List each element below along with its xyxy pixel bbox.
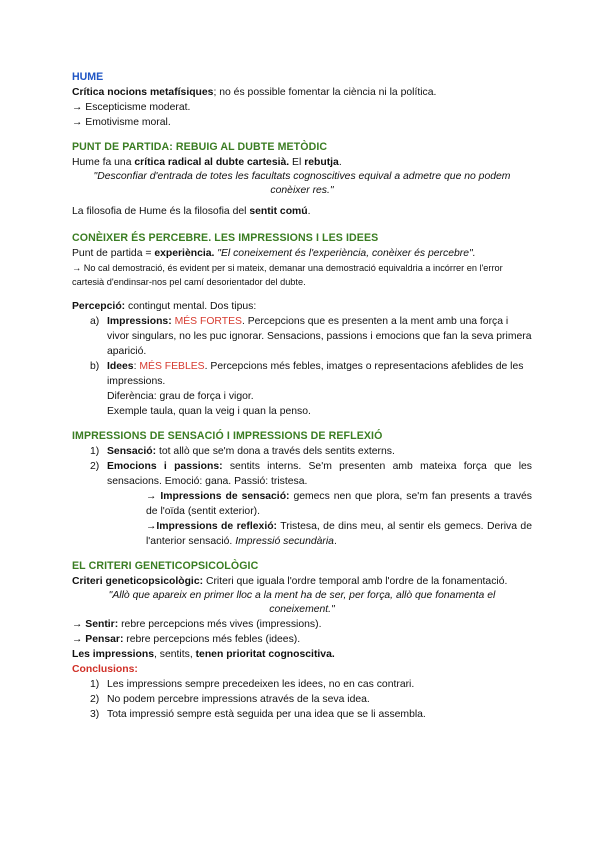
- hume-line: Crítica nocions metafísiques; no és possible fomentar la ciència ni la política.: [72, 87, 437, 98]
- hume-arrow-1: → Escepticisme moderat.: [72, 102, 191, 113]
- coneixer-line-2: → No cal demostració, és evident per si mateix, demanar una demostració equivaldria a incórrer en l'error cartesià d'endinsar-nos pel camí desorientador del dubte.: [72, 263, 503, 287]
- criteri-quote: "Allò que apareix en primer lloc a la ment ha de ser, per força, allò que fonamenta el coneixement.": [108, 590, 496, 615]
- conclusions-heading: Conclusions:: [72, 664, 138, 675]
- punt-line-2: La filosofia de Hume és la filosofia del sentit comú.: [72, 206, 311, 217]
- pensar-line: → Pensar: rebre percepcions més febles (idees).: [72, 634, 301, 645]
- sentir-line: → Sentir: rebre percepcions més vives (impressions).: [72, 619, 322, 630]
- list-item-sensacio: 1) Sensació: tot allò que se'm dona a través dels sentits externs.: [90, 446, 395, 457]
- list-item-impressions: a) Impressions: MÉS FORTES. Percepcions que es presenten a la ment amb una força i vivor singulars, no les puc ignorar. Sensacions, passions i emocions que fan la seva primera aparició.: [90, 316, 532, 357]
- section-title-sensacio: IMPRESSIONS DE SENSACIÓ I IMPRESSIONS DE REFLEXIÓ: [72, 430, 383, 442]
- percepcio-line: Percepció: contingut mental. Dos tipus:: [72, 301, 257, 312]
- punt-line-1: Hume fa una crítica radical al dubte cartesià. El rebutja.: [72, 157, 342, 168]
- section-title-coneixer: CONÈIXER ÉS PERCEBRE. LES IMPRESSIONS I LES IDEES: [72, 232, 379, 244]
- conclusion-item-2: 2) No podem percebre impressions através de la seva idea.: [90, 694, 370, 705]
- prioritat-line: Les impressions, sentits, tenen prioritat cognoscitiva.: [72, 649, 335, 660]
- punt-quote: "Desconfiar d'entrada de totes les facultats cognoscitives equival a admetre que no podem conèixer res.": [93, 171, 511, 196]
- list-item-idees: b) Idees: MÉS FEBLES. Percepcions més febles, imatges o representacions afeblides de les impressions. Diferència: grau de força i vigor. Exemple taula, quan la veig i quan la penso.: [72, 359, 532, 419]
- idees-diferencia: Diferència: grau de força i vigor.: [107, 391, 254, 402]
- section-title-punt: PUNT DE PARTIDA: REBUIG AL DUBTE METÒDIC: [72, 141, 328, 153]
- document-page: [72, 70, 532, 722]
- section-title-criteri: EL CRITERI GENETICOPSICOLÒGIC: [72, 560, 259, 572]
- sub-item-reflexio: →Impressions de reflexió: Tristesa, de dins meu, al sentir els gemecs. Deriva de l'anterior sensació. Impressió secundària.: [146, 521, 532, 547]
- section-title-hume: HUME: [72, 71, 104, 83]
- coneixer-line-1: Punt de partida = experiència. "El coneixement és l'experiència, conèixer és percebre".: [72, 248, 476, 259]
- sub-item-sensacio: → Impressions de sensació: gemecs nen que plora, se'm fan presents a través de l'oïda (sentit exterior).: [146, 491, 533, 517]
- criteri-line-1: Criteri geneticopsicològic: Criteri que iguala l'ordre temporal amb l'ordre de la fonamentació.: [72, 576, 508, 587]
- list-item-emocions: 2) Emocions i passions: sentits interns. Se'm presenten amb mateixa força que les sensacions. Emoció: gana. Passió: tristesa.: [90, 461, 532, 487]
- conclusion-item-3: 3) Tota impressió sempre està seguida per una idea que se li assembla.: [90, 709, 426, 720]
- idees-exemple: Exemple taula, quan la veig i quan la penso.: [107, 406, 311, 417]
- conclusion-item-1: 1) Les impressions sempre precedeixen les idees, no en cas contrari.: [90, 679, 415, 690]
- hume-arrow-2: → Emotivisme moral.: [72, 117, 171, 128]
